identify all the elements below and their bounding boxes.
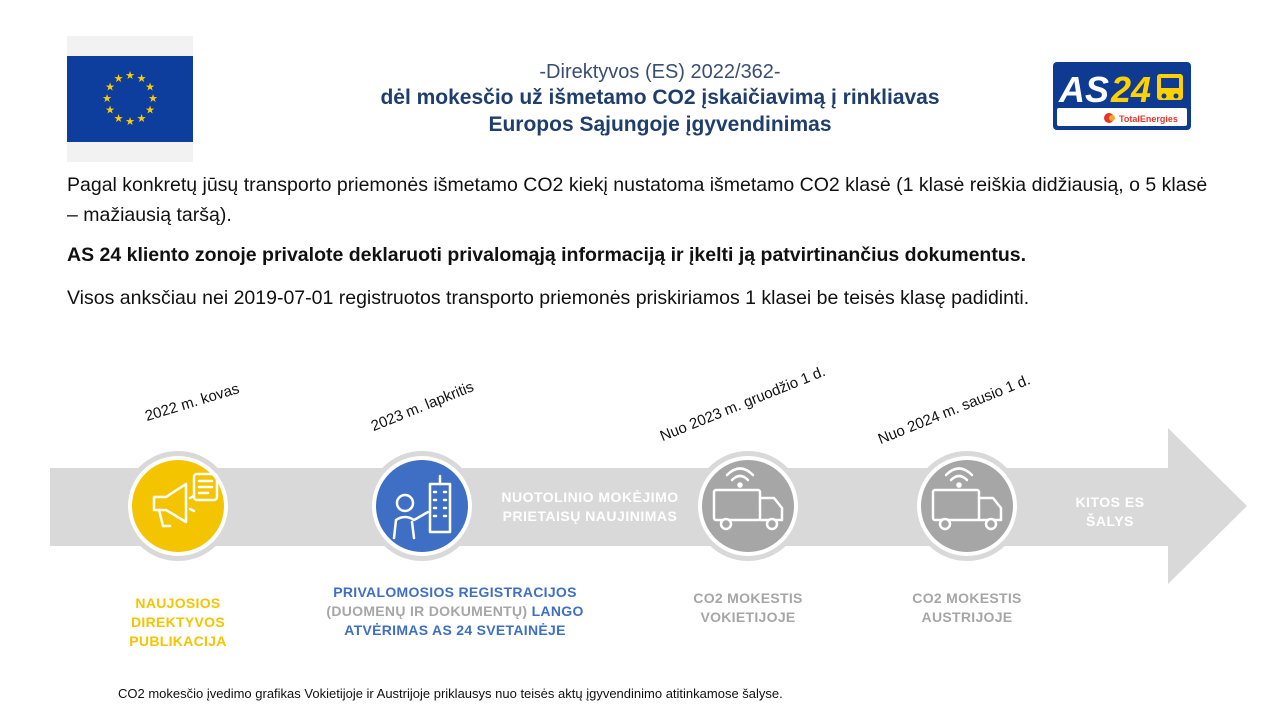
- label-m2-line3: ATVĖRIMAS AS 24 SVETAINĖJE: [344, 622, 566, 638]
- date-milestone-1: 2022 m. kovas: [143, 380, 242, 425]
- date-milestone-2: 2023 m. lapkritis: [368, 378, 477, 435]
- date-milestone-3: Nuo 2023 m. gruodžio 1 d.: [657, 363, 828, 445]
- milestone-3-circle: [693, 451, 803, 561]
- svg-text:★: ★: [145, 80, 155, 94]
- title-line-3: Europos Sąjungoje įgyvendinimas: [488, 113, 832, 136]
- milestone-1-circle: [123, 451, 233, 561]
- title-line-1: -Direktyvos (ES) 2022/362-: [539, 61, 781, 83]
- paragraph-pre-2019: Visos anksčiau nei 2019-07-01 registruotos transporto priemonės priskiriamos 1 klasei be teisės klasę padidinti.: [67, 287, 1030, 309]
- svg-text:★: ★: [136, 72, 147, 85]
- label-milestone-3: [678, 589, 818, 627]
- svg-text:★: ★: [105, 80, 115, 94]
- label-m1-line2: DIREKTYVOS: [130, 614, 225, 630]
- label-m3-line2: VOKIETIJOJE: [700, 609, 796, 625]
- date-milestone-4: Nuo 2024 m. sausio 1 d.: [875, 371, 1033, 448]
- arrow-text-update-line2: PRIETAISŲ NAUJINIMAS: [502, 508, 678, 524]
- arrow-text-other-line1: KITOS ES: [1075, 494, 1145, 510]
- svg-text:★: ★: [105, 103, 115, 117]
- arrow-text-other-line2: ŠALYS: [1086, 513, 1134, 529]
- svg-text:★: ★: [136, 112, 147, 125]
- svg-text:★: ★: [125, 69, 135, 82]
- label-m2-line1: PRIVALOMOSIOS REGISTRACIJOS: [333, 584, 577, 600]
- svg-text:★: ★: [148, 92, 158, 105]
- arrow-text-update-line1: NUOTOLINIO MOKĖJIMO: [501, 489, 679, 505]
- label-milestone-1: [108, 594, 248, 651]
- paragraph-declaration: AS 24 kliento zonoje privalote deklaruoti privalomąją informaciją ir įkelti ją patvirtinančius dokumentus.: [67, 244, 1027, 266]
- svg-text:★: ★: [102, 92, 112, 105]
- label-m1-line3: PUBLIKACIJA: [129, 633, 227, 649]
- label-m2-line2-blue: LANGO: [527, 603, 584, 619]
- svg-text:★: ★: [113, 72, 124, 85]
- milestone-2-circle: [367, 451, 477, 561]
- svg-text:★: ★: [113, 112, 124, 125]
- svg-text:★: ★: [145, 103, 155, 117]
- label-m1-line1: NAUJOSIOS: [135, 595, 221, 611]
- label-m3-line1: CO2 MOKESTIS: [693, 590, 803, 606]
- logo-sub: TotalEnergies: [1119, 114, 1178, 124]
- footnote: CO2 mokesčio įvedimo grafikas Vokietijoje ir Austrijoje priklausys nuo teisės aktų įgyvendinimo atitinkamose šalyse.: [118, 686, 783, 701]
- arrow-text-other-countries: [1060, 493, 1160, 531]
- paragraph-co2-class: Pagal konkretų jūsų transporto priemonės išmetamo CO2 kiekį nustatoma išmetamo CO2 klasė (1 klasė reiškia didžiausią, o 5 klasė – mažiausią taršą).: [67, 174, 1208, 226]
- label-m4-line2: AUSTRIJOJE: [921, 609, 1013, 625]
- label-m2-line2: [300, 602, 610, 621]
- svg-text:★: ★: [125, 115, 135, 128]
- label-milestone-2: [300, 583, 610, 640]
- arrow-text-update: [480, 488, 700, 526]
- svg-text:24: 24: [1111, 69, 1152, 110]
- svg-text:AS: AS: [1059, 69, 1110, 110]
- label-milestone-4: [897, 589, 1037, 627]
- label-m2-line2-grey: (DUOMENŲ IR DOKUMENTŲ): [326, 603, 528, 619]
- label-m4-line1: CO2 MOKESTIS: [912, 590, 1022, 606]
- title-line-2: dėl mokesčio už išmetamo CO2 įskaičiavimą į rinkliavas: [380, 86, 940, 109]
- milestone-4-circle: [912, 451, 1022, 561]
